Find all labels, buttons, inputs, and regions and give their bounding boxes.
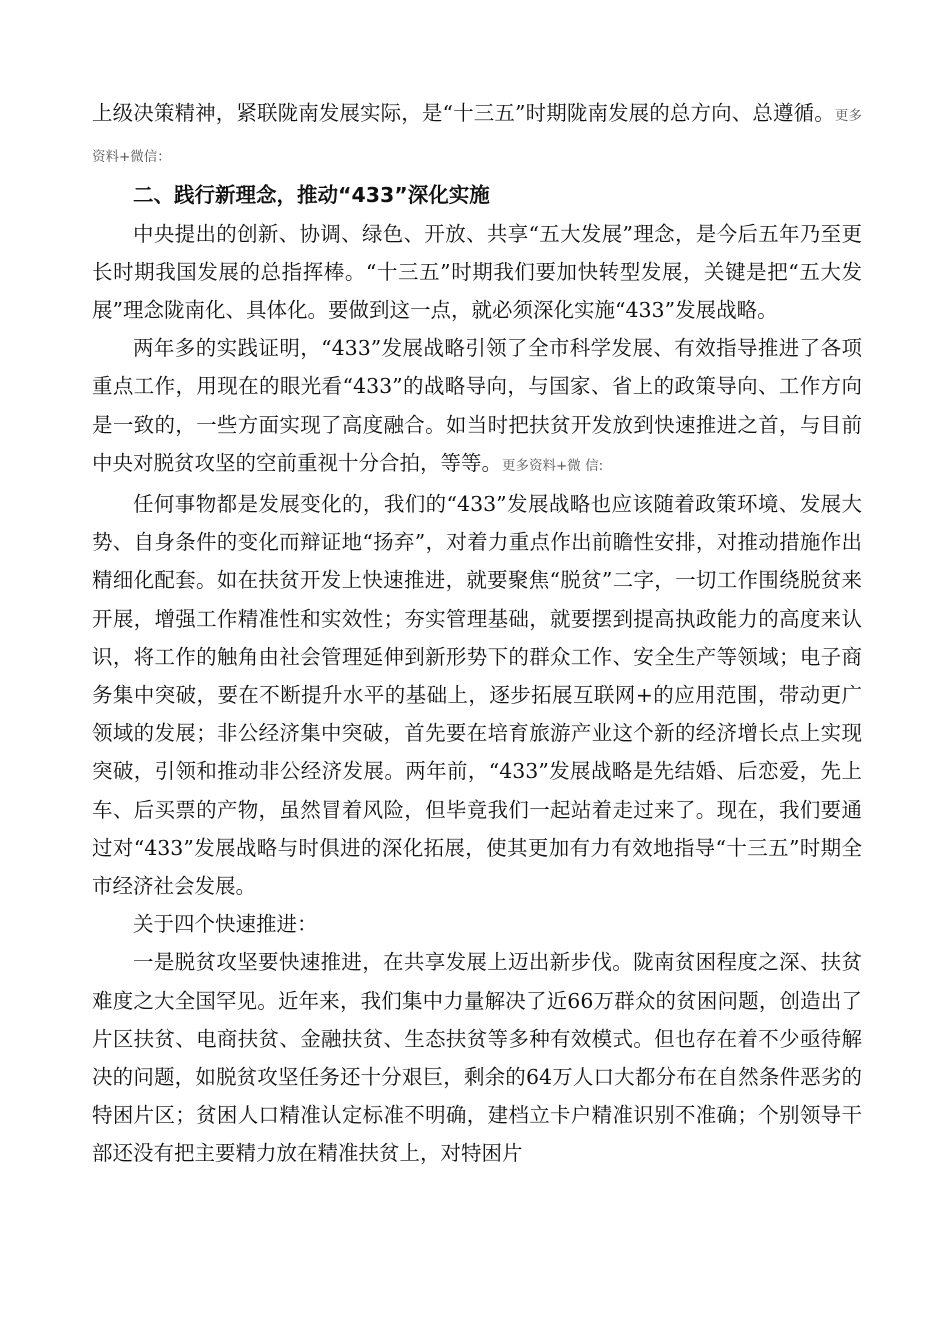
section-heading: 二、践行新理念，推动“433”深化实施 bbox=[133, 183, 490, 208]
paragraph-3: 任何事物都是发展变化的，我们的“433”发展战略也应该随着政策环境、发展大势、自身条件的变化而辩证地“扬弃”，对着力重点作出前瞻性安排，对推动措施作出精细化配套。如在扶贫开发上快速推进，就要聚焦“脱贫”二字，一切工作围绕脱贫来开展，增强工作精准性和实效性；夯实管理基础，就要摆到提高执政能力的高度来认识，将工作的触角由社会管理延伸到新形势下的群众工作、安全生产等领域；电子商务集中突破，要在不断提升水平的基础上，逐步拓展互联网+的应用范围，带动更广领域的发展；非公经济集中突破，首先要在培育旅游产业这个新的经济增长点上实现突破，引领和推动非公经济发展。两年前，“433”发展战略是先结婚、后恋爱，先上车、后买票的产物，虽然冒着风险，但毕竟我们一起站着走过来了。现在，我们要通过对“433”发展战略与时俱进的深化拓展，使其更加有力有效地指导“十三五”时期全市经济社会发展。 bbox=[92, 492, 862, 899]
paragraph-5: 一是脱贫攻坚要快速推进，在共享发展上迈出新步伐。陇南贫困程度之深、扶贫难度之大全国罕见。近年来，我们集中力量解决了近66万群众的贫困问题，创造出了片区扶贫、电商扶贫、金融扶贫、生态扶贫等多种有效模式。但也存在着不少亟待解决的问题，如脱贫攻坚任务还十分艰巨，剩余的64万人口大都分布在自然条件恶劣的特困片区；贫困人口精准认定标准不明确，建档立卡户精准识别不准确；个别领导干部还没有把主要精力放在精准扶贫上，对特困片 bbox=[92, 950, 862, 1166]
paragraph-0 bbox=[92, 94, 862, 176]
document-page bbox=[92, 94, 862, 1173]
paragraph-2-text: 两年多的实践证明，“433”发展战略引领了全市科学发展、有效指导推进了各项重点工作，用现在的眼光看“433”的战略导向，与国家、省上的政策导向、工作方向是一致的，一些方面实现了高度融合。如当时把扶贫开发放到快速推进之首，与目前中央对脱贫攻坚的空前重视十分合拍，等等。 bbox=[92, 336, 862, 475]
paragraph-4: 关于四个快速推进： bbox=[133, 912, 318, 937]
paragraph-0-text: 上级决策精神，紧联陇南发展实际，是“十三五”时期陇南发展的总方向、总遵循。 bbox=[92, 101, 835, 125]
contact-note-1: 更多资料+微信： bbox=[92, 108, 862, 166]
contact-note-2: 更多资料+微 信: bbox=[502, 457, 604, 474]
paragraph-1: 中央提出的创新、协调、绿色、开放、共享“五大发展”理念，是今后五年乃至更长时期我国发展的总指挥棒。“十三五”时期我们要加快转型发展，关键是把“五大发展”理念陇南化、具体化。要做到这一点，就必须深化实施“433”发展战略。 bbox=[92, 221, 862, 323]
paragraph-2 bbox=[92, 329, 862, 485]
